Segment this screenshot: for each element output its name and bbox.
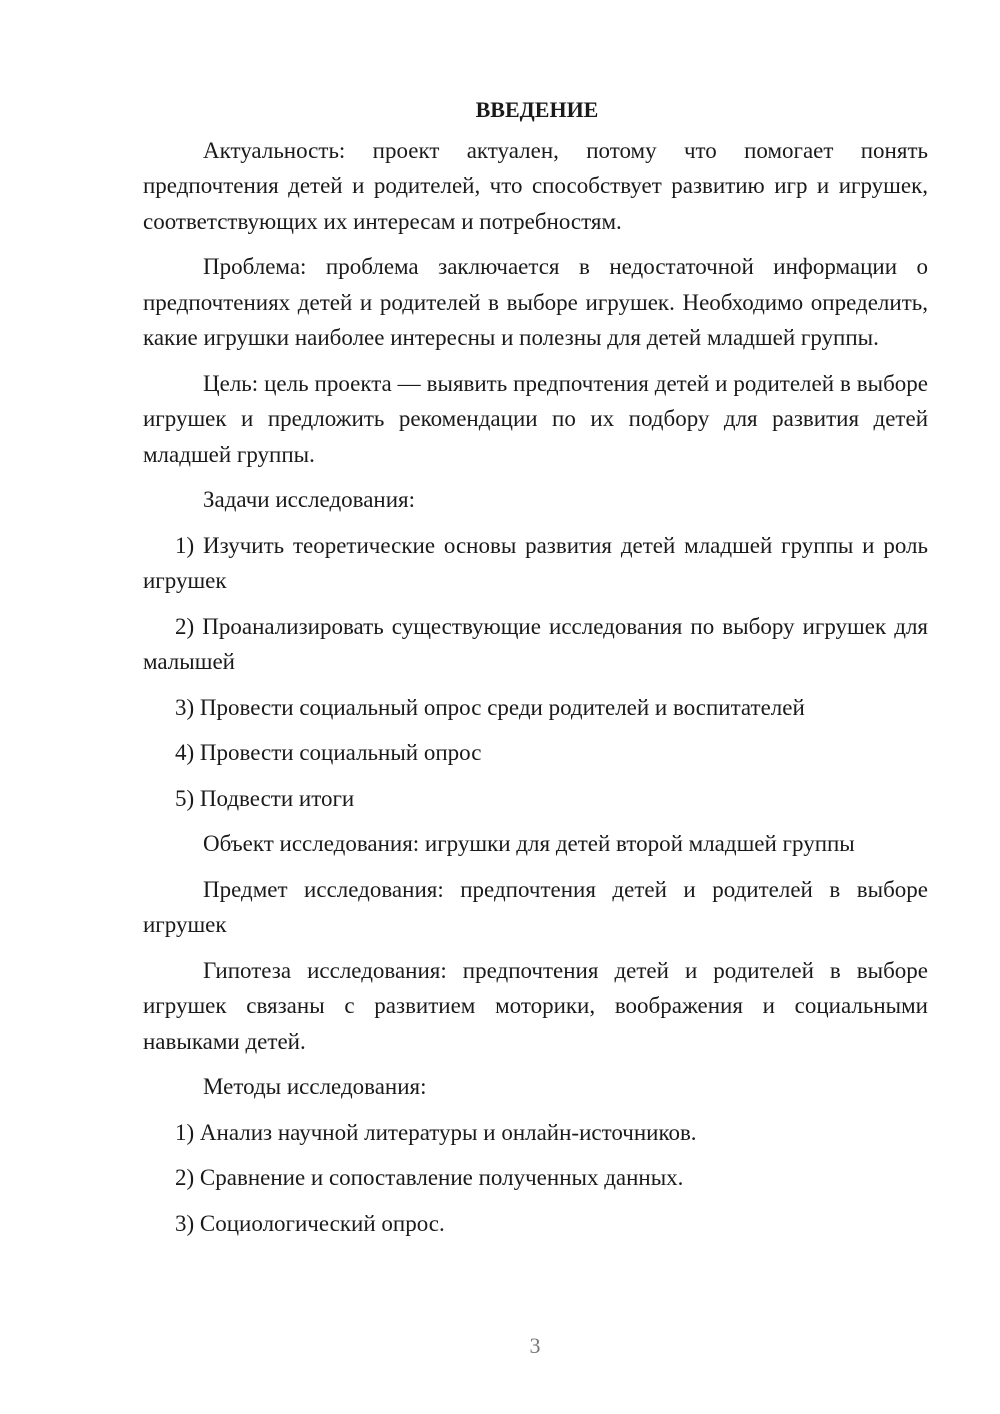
method-item: 2) Сравнение и сопоставление полученных данных.	[175, 1165, 684, 1190]
task-item: 5) Подвести итоги	[175, 785, 355, 811]
document-page	[143, 92, 928, 1251]
tasks-heading: Задачи исследования:	[203, 487, 416, 512]
methods-heading: Методы исследования:	[203, 1074, 427, 1099]
page-number: 3	[529, 1333, 541, 1358]
problem-paragraph: Проблема: проблема заключается в недостаточной информации о предпочтениях детей и родителей в выборе игрушек. Необходимо определить, какие игрушки наиболее интересны и полезны для детей младшей группы.	[143, 254, 928, 350]
task-item: 2) Проанализировать существующие исследования по выбору игрушек для малышей	[143, 613, 928, 674]
task-item: 4) Провести социальный опрос	[175, 740, 482, 765]
hypothesis-paragraph: Гипотеза исследования: предпочтения детей и родителей в выборе игрушек связаны с развитием моторики, воображения и социальными навыками детей.	[143, 957, 928, 1054]
task-item: 1) Изучить теоретические основы развития детей младшей группы и роль игрушек	[143, 532, 928, 593]
relevance-paragraph: Актуальность: проект актуален, потому что помогает понять предпочтения детей и родителей, что способствует развитию игр и игрушек, соответствующих их интересам и потребностям.	[143, 137, 928, 234]
method-item: 3) Социологический опрос.	[175, 1210, 445, 1236]
method-item: 1) Анализ научной литературы и онлайн-источников.	[175, 1119, 697, 1145]
task-item: 3) Провести социальный опрос среди родителей и воспитателей	[175, 694, 805, 720]
document-title: ВВЕДЕНИЕ	[475, 97, 599, 122]
object-paragraph: Объект исследования: игрушки для детей второй младшей группы	[203, 831, 855, 856]
subject-paragraph: Предмет исследования: предпочтения детей и родителей в выборе игрушек	[143, 876, 928, 937]
goal-paragraph: Цель: цель проекта — выявить предпочтения детей и родителей в выборе игрушек и предложить рекомендации по их подбору для развития детей младшей группы.	[143, 370, 928, 467]
